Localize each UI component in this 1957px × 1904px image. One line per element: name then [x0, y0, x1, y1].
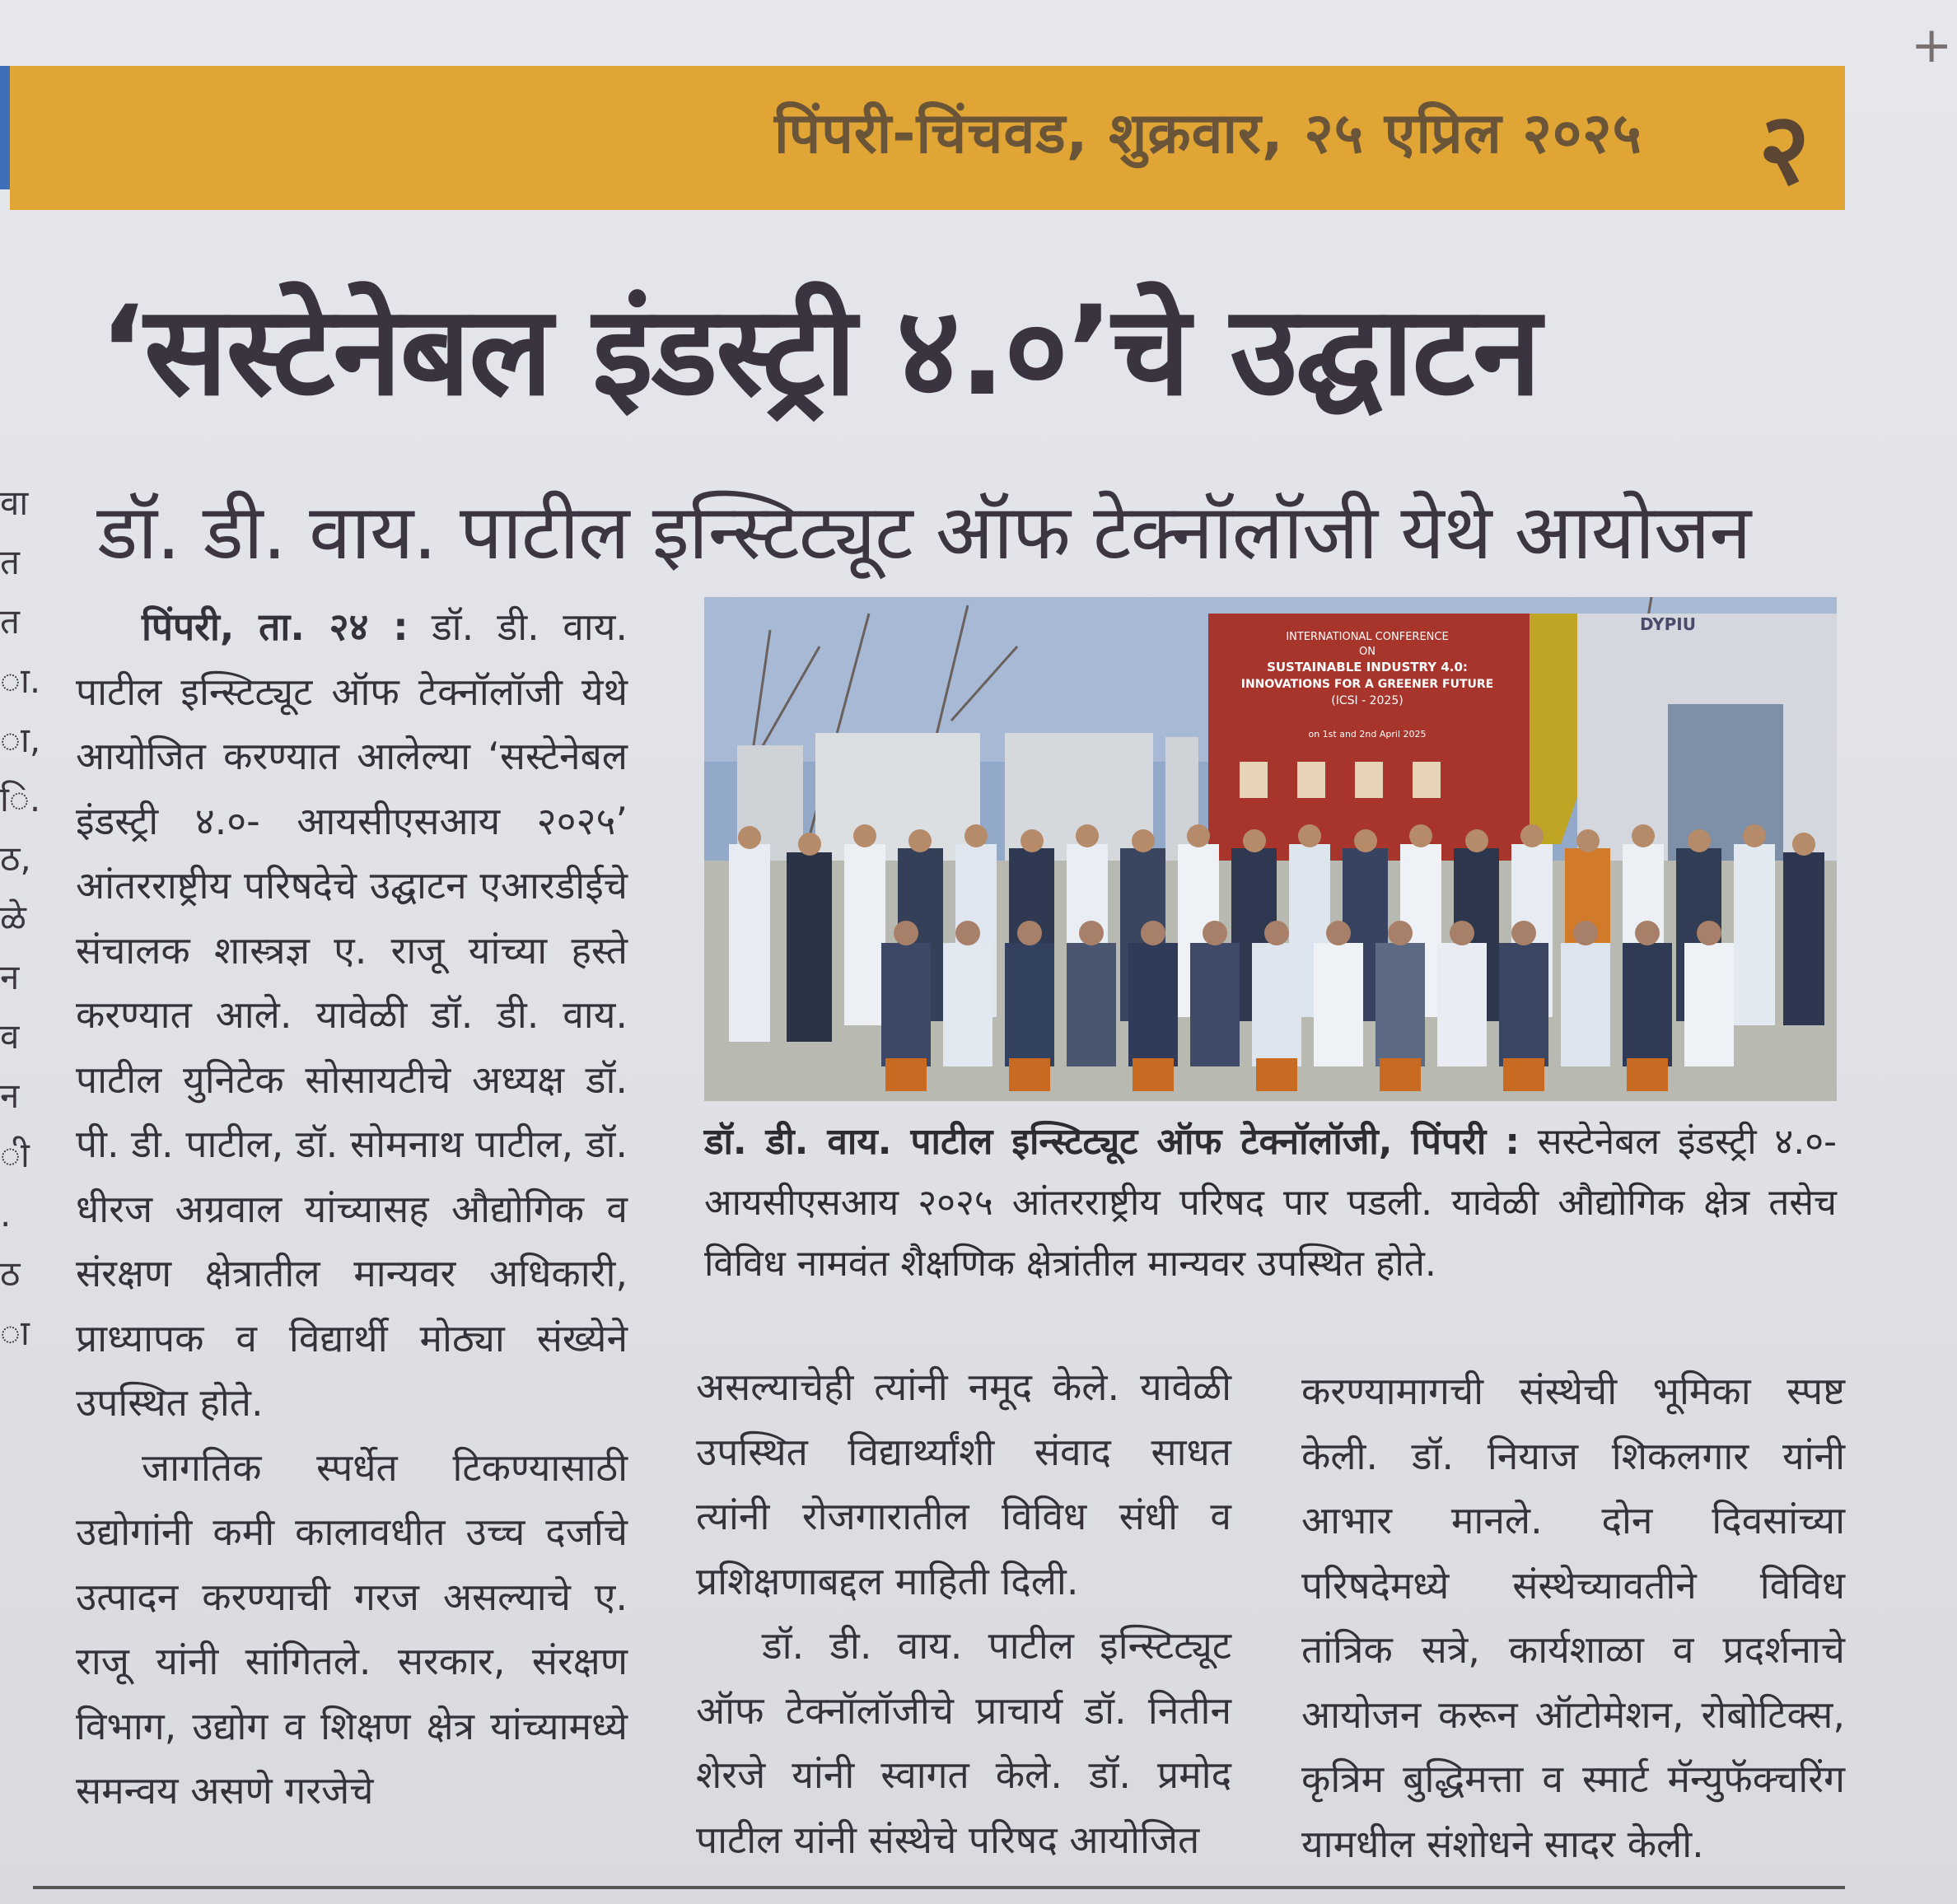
edge-fragment: वा — [0, 483, 29, 523]
edge-fragment: ा — [0, 1313, 30, 1353]
edge-fragment: ळे — [0, 898, 26, 938]
caption-heading: डॉ. डी. वाय. पाटील इन्स्टिट्यूट ऑफ टेक्नॉलॉजी, पिंपरी : — [704, 1121, 1520, 1163]
edge-fragment: ठ, — [0, 838, 31, 879]
banner-dates: on 1st and 2nd April 2025 — [1308, 729, 1427, 740]
article-paragraph: जागतिक स्पर्धेत टिकण्यासाठी उद्योगांनी कमी कालावधीत उच्च दर्जाचे उत्पादन करण्याची गरज असल्याचे ए. राजू यांनी सांगितले. सरकार, संरक्षण विभाग, उद्योग व शिक्षण क्षेत्र यांच्यामध्ये समन्वय असणे गरजेचे — [76, 1444, 628, 1813]
group-photo-illustration — [704, 597, 1837, 1101]
logo-text: DYPIU — [1640, 614, 1696, 634]
banner-line-2: ON — [1359, 646, 1376, 658]
event-photo — [704, 597, 1837, 1101]
masthead-dateline: पिंपरी-चिंचवड, शुक्रवार, २५ एप्रिल २०२५ — [774, 101, 1642, 166]
edge-fragment: ठ — [0, 1253, 21, 1294]
adjacent-article-fragments — [0, 474, 41, 1363]
edge-fragment: त — [0, 542, 20, 582]
registration-mark: + — [1911, 16, 1953, 74]
edge-fragment: ी — [0, 1135, 30, 1175]
article-column-1 — [76, 595, 628, 1823]
photo-caption — [704, 1112, 1837, 1295]
article-dateline: पिंपरी, ता. २४ : — [142, 604, 409, 649]
edge-fragment: न — [0, 1076, 20, 1116]
caption-text: सस्टेनेबल इंडस्ट्री ४.०- आयसीएसआय २०२५ आंतरराष्ट्रीय परिषद पार पडली. यावेळी औद्योगिक क्षेत्र तसेच विविध नामवंत शैक्षणिक क्षेत्रांतील मान्यवर उपस्थित होते. — [704, 1121, 1838, 1285]
article-column-3 — [1301, 1359, 1845, 1876]
edge-fragment: . — [0, 1194, 12, 1234]
edge-fragment: ि. — [0, 779, 41, 819]
edge-fragment: व — [0, 1016, 20, 1057]
article-paragraph: असल्याचेही त्यांनी नमूद केले. यावेळी उपस्थित विद्यार्थ्यांशी संवाद साधत त्यांनी रोजगारातील विविध संधी व प्रशिक्षणाबद्दल माहिती दिली. — [696, 1365, 1231, 1603]
edge-fragment: ा, — [0, 720, 41, 760]
article-paragraph: करण्यामागची संस्थेची भूमिका स्पष्ट केली. डॉ. नियाज शिकलगार यांनी आभार मानले. दोन दिवसांच्या परिषदेमध्ये संस्थेच्यावतीने विविध तांत्रिक सत्रे, कार्यशाळा व प्रदर्शनाचे आयोजन करून ऑटोमेशन, रोबोटिक्स, कृत्रिम बुद्धिमत्ता व स्मार्ट मॅन्युफॅक्चरिंग यामधील संशोधने सादर केली. — [1301, 1369, 1845, 1866]
article-column-2 — [696, 1355, 1231, 1872]
bottom-rule — [33, 1886, 1845, 1889]
page-number: २ — [1758, 92, 1810, 207]
edge-fragment: ा. — [0, 660, 41, 701]
article-paragraph — [76, 595, 628, 1435]
edge-fragment: त — [0, 601, 20, 642]
banner-line-5: (ICSI - 2025) — [1331, 694, 1404, 707]
article-text: डॉ. डी. वाय. पाटील इन्स्टिट्यूट ऑफ टेक्नॉलॉजी येथे आयोजित करण्यात आलेल्या ‘सस्टेनेबल इंडस्ट्री ४.०- आयसीएसआय २०२५’ आंतरराष्ट्रीय परिषदेचे उद्घाटन एआरडीईचे संचालक शास्त्रज्ञ ए. राजू यांच्या हस्ते करण्यात आले. यावेळी डॉ. डी. वाय. पाटील युनिटेक सोसायटीचे अध्यक्ष डॉ. पी. डी. पाटील, डॉ. सोमनाथ पाटील, डॉ. धीरज अग्रवाल यांच्यासह औद्योगिक व संरक्षण क्षेत्रातील मान्यवर अधिकारी, प्राध्यापक व विद्यार्थी मोठ्या संख्येने उपस्थित होते. — [76, 604, 628, 1425]
banner-line-4: INNOVATIONS FOR A GREENER FUTURE — [1240, 678, 1494, 691]
edge-fragment: न — [0, 957, 20, 997]
article-paragraph: डॉ. डी. वाय. पाटील इन्स्टिट्यूट ऑफ टेक्नॉलॉजीचे प्राचार्य डॉ. नितीन शेरजे यांनी स्वागत केले. डॉ. प्रमोद पाटील यांनी संस्थेचे परिषद आयोजित — [696, 1623, 1231, 1862]
subheadline: डॉ. डी. वाय. पाटील इन्स्टिट्यूट ऑफ टेक्नॉलॉजी येथे आयोजन — [97, 488, 1751, 576]
left-color-strip — [0, 66, 10, 189]
headline: ‘सस्टेनेबल इंडस्ट्री ४.०’चे उद्घाटन — [99, 280, 1540, 423]
banner-line-1: INTERNATIONAL CONFERENCE — [1286, 631, 1449, 643]
banner-line-3: SUSTAINABLE INDUSTRY 4.0: — [1267, 660, 1468, 674]
